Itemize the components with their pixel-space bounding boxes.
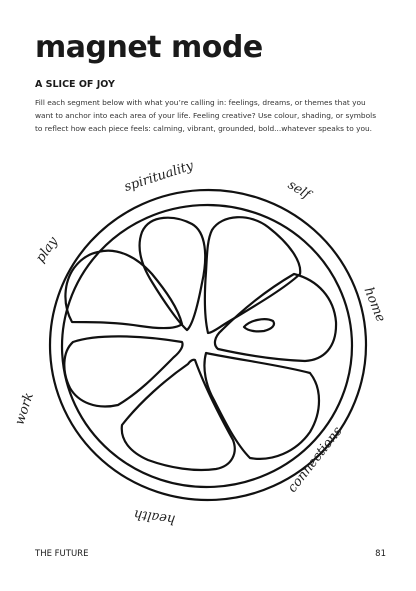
label-play: play bbox=[33, 234, 62, 266]
page-title: magnet mode bbox=[35, 30, 263, 65]
segment-top-left bbox=[140, 218, 206, 330]
section-subtitle: A SLICE OF JOY bbox=[35, 79, 115, 90]
segment-bottom bbox=[122, 360, 235, 470]
label-connections: connections bbox=[284, 424, 346, 496]
label-work: work bbox=[12, 390, 37, 427]
segment-left-top bbox=[65, 251, 182, 328]
segment-bottom-right bbox=[204, 353, 319, 459]
segment-right bbox=[215, 274, 336, 361]
page-number: 81 bbox=[375, 549, 386, 559]
segment-top-right bbox=[205, 217, 300, 333]
label-home: home bbox=[360, 285, 388, 325]
footer-section-name: THE FUTURE bbox=[35, 549, 89, 559]
segment-left-bottom bbox=[64, 336, 182, 406]
label-spirituality: spirituality bbox=[122, 158, 196, 195]
label-health: health bbox=[132, 506, 177, 527]
label-self: self bbox=[284, 177, 313, 203]
seed bbox=[244, 319, 274, 331]
intro-paragraph: Fill each segment below with what you’re calling in: feelings, dreams, or themes that you want to anchor into each area of your life. Feeling creative? Use colour, shading, or symbols to reflect how each piece feels: calming, vibrant, grounded, bold...whatever speaks to you. bbox=[35, 98, 377, 133]
